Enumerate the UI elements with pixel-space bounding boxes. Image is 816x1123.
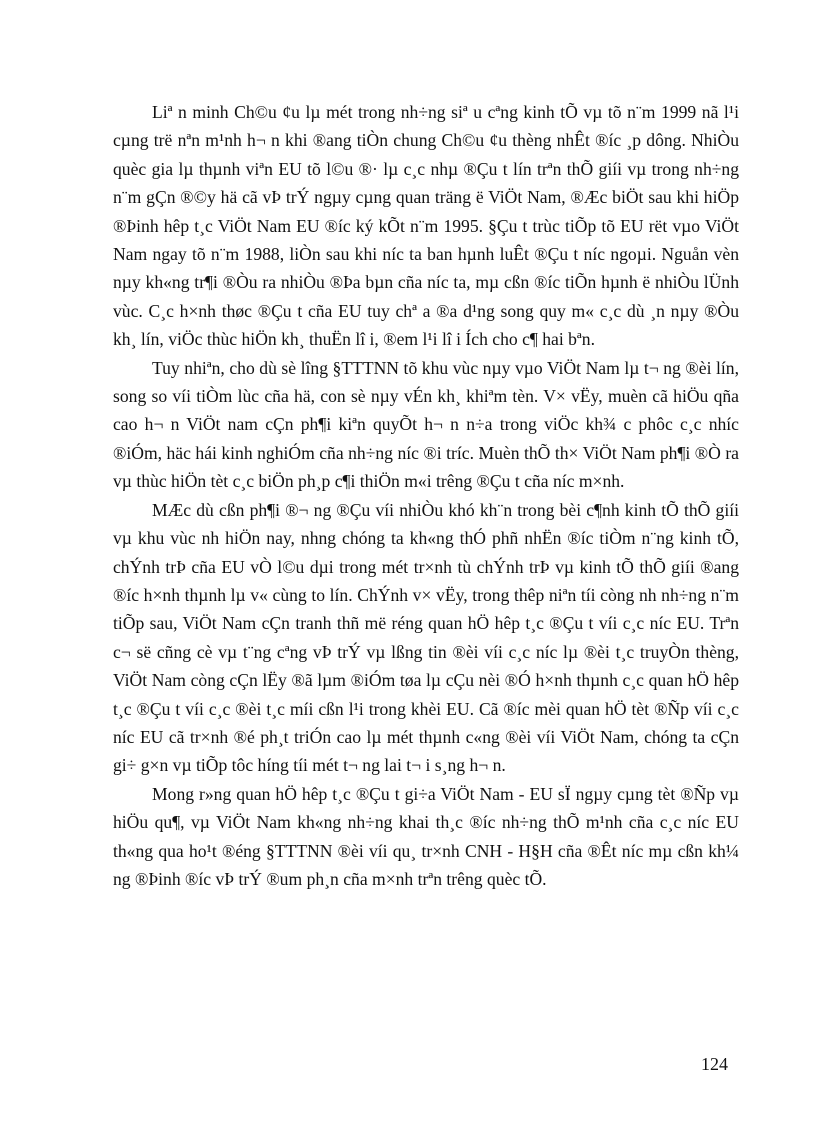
- body-text: [113, 98, 739, 893]
- paragraph-1: Liª n minh Ch©u ¢u lµ mét trong nh÷ng siª u cªng kinh tÕ vµ tõ n¨m 1999 nã l¹i cµng trë nªn m¹nh h¬ n khi ®ang tiÒn chung Ch©u ¢u thèng nhÊt ®íc ¸p dông. NhiÒu quèc gia lµ thµnh viªn EU tõ l©u ®· lµ c¸c nhµ ®Çu t lín trªn thÕ giíi vµ trong nh÷ng n¨m gÇn ®©y hä cã vÞ trÝ ngµy cµng quan träng ë ViÖt Nam, ®Æc biÖt sau khi hiÖp ®Þinh hêp t¸c ViÖt Nam EU ®íc ký kÕt n¨m 1995. §Çu t trùc tiÕp tõ EU rët vµo ViÖt Nam ngay tõ n¨m 1988, liÒn sau khi níc ta ban hµnh luÊt ®Çu t níc ngoµi. Nguån vèn nµy kh«ng tr¶i ®Òu ra nhiÒu ®Þa bµn cña níc ta, mµ cßn ®íc tiÕn hµnh ë nhiÒu lÜnh vùc. C¸c h×nh thøc ®Çu t cña EU tuy chª a ®a d¹ng song quy m« c¸c dù ¸n nµy ®Òu kh¸ lín, viÖc thùc hiÖn kh¸ thuËn lî i, ®em l¹i lî i Ích cho c¶ hai bªn.: [113, 102, 739, 350]
- paragraph-4: Mong r»ng quan hÖ hêp t¸c ®Çu t gi÷a ViÖt Nam - EU sÏ ngµy cµng tèt ®Ñp vµ hiÖu qu¶, vµ ViÖt Nam kh«ng nh÷ng khai th¸c ®íc nh÷ng thÕ m¹nh cña c¸c níc EU th«ng qua ho¹t ®éng §TTTNN ®èi víi qu¸ tr×nh CNH - H§H cña ®Êt níc mµ cßn kh¼ ng ®Þinh ®íc vÞ trÝ ®um ph¸n cña m×nh trªn trêng quèc tÕ.: [113, 783, 739, 889]
- paragraph-3: MÆc dù cßn ph¶i ®¬ ng ®Çu víi nhiÒu khó kh¨n trong bèi c¶nh kinh tÕ thÕ giíi vµ khu vùc nh hiÖn nay, nhng chóng ta kh«ng thÓ phñ nhËn ®íc tiÒm n¨ng kinh tÕ, chÝnh trÞ cña EU vÒ l©u dµi trong mét tr×nh tù chÝnh trÞ vµ kinh tÕ thÕ giíi ®ang ®íc h×nh thµnh lµ v« cùng to lín. ChÝnh v× vËy, trong thêp niªn tíi còng nh nh÷ng n¨m tiÕp sau, ViÖt Nam cÇn tranh thñ më réng quan hÖ hêp t¸c ®Çu t víi c¸c níc EU. Trªn c¬ së cñng cè vµ t¨ng cªng vÞ trÝ vµ lßng tin ®èi víi c¸c níc lµ ®èi t¸c truyÒn thèng, ViÖt Nam còng cÇn lËy ®ã lµm ®iÓm tøa lµ cÇu nèi ®Ó h×nh thµnh c¸c quan hÖ hêp t¸c ®Çu t víi c¸c ®èi t¸c míi cßn l¹i trong khèi EU. Cã ®íc mèi quan hÖ tèt ®Ñp víi c¸c níc EU cã tr×nh ®é ph¸t triÓn cao lµ mét thµnh c«ng ®èi víi ViÖt Nam, chóng ta cÇn gi÷ g×n vµ tiÕp tôc híng tíi mét t¬ ng lai t¬ i s¸ng h¬ n.: [113, 499, 739, 776]
- page-number: 124: [701, 1054, 728, 1074]
- paragraph-2: Tuy nhiªn, cho dù sè lîng §TTTNN tõ khu vùc nµy vµo ViÖt Nam lµ t¬ ng ®èi lín, song so víi tiÒm lùc cña hä, con sè nµy vÉn kh¸ khiªm tèn. V× vËy, muèn cã hiÖu qña cao h¬ n ViÖt nam cÇn ph¶i kiªn quyÕt h¬ n n÷a trong viÖc kh¾ c phôc c¸c nhíc ®iÓm, häc hái kinh nghiÓm cña nh÷ng níc ®i tríc. Muèn thÕ th× ViÖt Nam ph¶i ®Ò ra vµ thùc hiÖn tèt c¸c biÖn ph¸p c¶i thiÖn m«i trêng ®Çu t cña níc m×nh.: [113, 357, 739, 492]
